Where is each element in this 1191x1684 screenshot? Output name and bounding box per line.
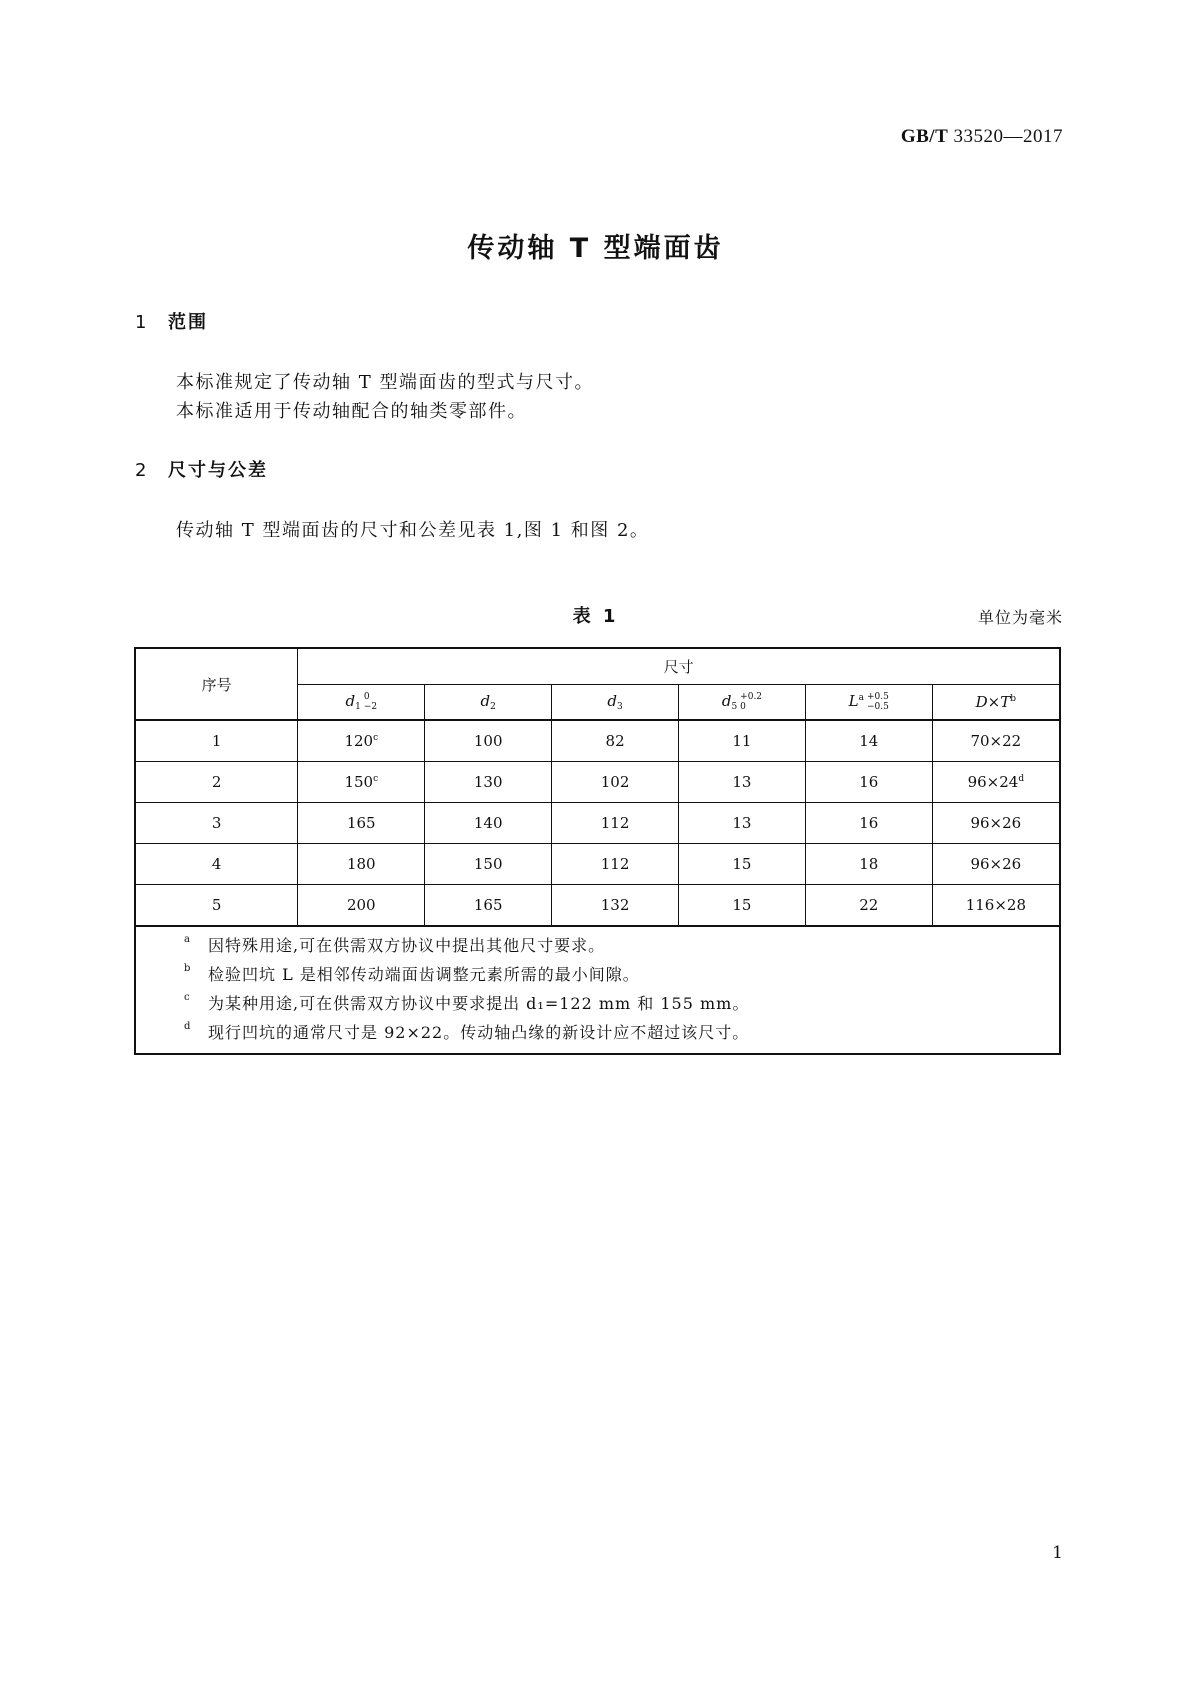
- document-title: 传动轴 T 型端面齿: [467, 233, 724, 264]
- cell-value: 112: [600, 855, 630, 873]
- table-cell: [932, 762, 1060, 803]
- footnote-ref: d: [1018, 774, 1025, 784]
- column-symbol: d: [721, 692, 732, 710]
- table-row: [135, 762, 1060, 803]
- table-cell: [298, 762, 425, 803]
- paragraph: 本标准规定了传动轴 T 型端面齿的型式与尺寸。: [176, 372, 594, 393]
- dimensions-table: [134, 647, 1061, 1055]
- header-index: 序号: [135, 648, 298, 720]
- column-symbol: L: [848, 692, 859, 710]
- cell-value: 18: [859, 855, 879, 873]
- table-cell: [805, 844, 932, 885]
- footnote-mark: b: [184, 963, 192, 974]
- standard-code: [901, 126, 1063, 148]
- cell-value: 200: [346, 896, 376, 914]
- column-symbol: d: [480, 692, 491, 710]
- footnote: [136, 931, 1059, 960]
- footnote-text: 为某种用途,可在供需双方协议中要求提出 d₁=122 mm 和 155 mm。: [208, 994, 750, 1013]
- column-sup: b: [1010, 694, 1017, 704]
- table-cell: [298, 803, 425, 844]
- row-index: 2: [135, 762, 298, 803]
- table-cell: [679, 803, 806, 844]
- paragraph: 传动轴 T 型端面齿的尺寸和公差见表 1,图 1 和图 2。: [176, 520, 650, 541]
- standard-code-prefix: GB/T: [900, 126, 949, 147]
- tol-upper: 0: [363, 692, 370, 702]
- section-number: 2: [135, 460, 149, 481]
- table-cell: [932, 803, 1060, 844]
- table-row: [135, 844, 1060, 885]
- tolerance: [740, 692, 762, 712]
- table-cell: [552, 885, 679, 927]
- section-title: 范围: [168, 312, 208, 333]
- column-symbol: D×T: [975, 693, 1011, 711]
- cell-value: 16: [859, 773, 879, 791]
- section-heading-dimensions: [135, 456, 268, 482]
- header-group: 尺寸: [298, 648, 1060, 685]
- footnote-mark: c: [184, 992, 191, 1003]
- footnote-ref: c: [373, 733, 379, 743]
- table-cell: [552, 844, 679, 885]
- cell-value: 13: [732, 773, 752, 791]
- table-header-row: [135, 648, 1060, 685]
- table-cell: [552, 720, 679, 762]
- footnote: [136, 960, 1059, 989]
- tol-upper: +0.5: [867, 692, 889, 702]
- table-cell: [425, 720, 552, 762]
- table-cell: [552, 803, 679, 844]
- table-caption: 表 1: [572, 606, 619, 627]
- cell-value: 130: [473, 773, 503, 791]
- footnotes-row: [135, 926, 1060, 1054]
- cell-value: 96×24: [967, 773, 1019, 791]
- table-cell: [805, 720, 932, 762]
- footnote: [136, 1018, 1059, 1047]
- table-cell: [425, 844, 552, 885]
- cell-value: 13: [732, 814, 752, 832]
- table-cell: [552, 762, 679, 803]
- column-sub: 2: [490, 702, 496, 712]
- cell-value: 96×26: [970, 855, 1022, 873]
- cell-value: 22: [859, 896, 879, 914]
- column-header: [425, 685, 552, 721]
- page-number: 1: [1052, 1543, 1063, 1563]
- table-cell: [425, 762, 552, 803]
- cell-value: 150: [344, 773, 374, 791]
- footnote-text: 检验凹坑 L 是相邻传动端面齿调整元素所需的最小间隙。: [208, 965, 640, 984]
- table-cell: [805, 762, 932, 803]
- column-sub: 3: [617, 702, 623, 712]
- table-cell: [932, 720, 1060, 762]
- table-cell: [298, 720, 425, 762]
- column-sup: a: [858, 693, 865, 703]
- footnote-mark: d: [184, 1021, 192, 1032]
- table-cell: [932, 885, 1060, 927]
- cell-value: 180: [346, 855, 376, 873]
- cell-value: 16: [859, 814, 879, 832]
- cell-value: 82: [605, 732, 625, 750]
- table-row: [135, 803, 1060, 844]
- footnotes: [135, 926, 1060, 1054]
- cell-value: 102: [600, 773, 630, 791]
- table-unit: 单位为毫米: [977, 608, 1063, 627]
- table-cell: [298, 885, 425, 927]
- column-header: [298, 685, 425, 721]
- cell-value: 120: [344, 732, 374, 750]
- footnote-text: 因特殊用途,可在供需双方协议中提出其他尺寸要求。: [208, 936, 606, 955]
- row-index: 1: [135, 720, 298, 762]
- tol-upper: +0.2: [740, 692, 763, 702]
- tolerance: [867, 692, 889, 712]
- tolerance: [364, 692, 377, 712]
- cell-value: 116×28: [965, 896, 1026, 914]
- column-header: [932, 685, 1060, 721]
- cell-value: 14: [859, 732, 879, 750]
- cell-value: 140: [473, 814, 503, 832]
- cell-value: 165: [346, 814, 376, 832]
- footnote: [136, 989, 1059, 1018]
- footnote-ref: c: [373, 774, 379, 784]
- section-heading-scope: [135, 308, 208, 334]
- cell-value: 96×26: [970, 814, 1022, 832]
- table-cell: [679, 762, 806, 803]
- column-symbol: d: [607, 692, 618, 710]
- table-cell: [679, 720, 806, 762]
- table-cell: [805, 803, 932, 844]
- row-index: 4: [135, 844, 298, 885]
- cell-value: 11: [732, 732, 752, 750]
- column-symbol: d: [345, 692, 356, 710]
- table-cell: [805, 885, 932, 927]
- column-sub: 5: [731, 702, 738, 712]
- cell-value: 100: [473, 732, 503, 750]
- table-row: [135, 885, 1060, 927]
- column-header: [552, 685, 679, 721]
- cell-value: 165: [473, 896, 503, 914]
- tol-lower: 0: [740, 702, 746, 712]
- table-cell: [679, 844, 806, 885]
- column-header: [679, 685, 806, 721]
- tol-lower: −2: [363, 702, 378, 712]
- column-sub: 1: [355, 702, 361, 712]
- cell-value: 150: [473, 855, 503, 873]
- table-cell: [425, 803, 552, 844]
- table-cell: [932, 844, 1060, 885]
- table-row: [135, 720, 1060, 762]
- standard-code-number: 33520—2017: [953, 126, 1063, 147]
- tol-lower: −0.5: [867, 702, 889, 712]
- table-cell: [679, 885, 806, 927]
- table-cell: [425, 885, 552, 927]
- section-title: 尺寸与公差: [168, 460, 268, 481]
- section-number: 1: [135, 312, 149, 333]
- footnote-text: 现行凹坑的通常尺寸是 92×22。传动轴凸缘的新设计应不超过该尺寸。: [208, 1023, 750, 1042]
- column-header: [805, 685, 932, 721]
- row-index: 5: [135, 885, 298, 927]
- row-index: 3: [135, 803, 298, 844]
- cell-value: 15: [732, 855, 752, 873]
- cell-value: 15: [732, 896, 752, 914]
- table-cell: [298, 844, 425, 885]
- footnote-mark: a: [184, 934, 191, 945]
- cell-value: 70×22: [970, 732, 1022, 750]
- cell-value: 112: [600, 814, 630, 832]
- paragraph: 本标准适用于传动轴配合的轴类零部件。: [176, 401, 527, 422]
- cell-value: 132: [600, 896, 630, 914]
